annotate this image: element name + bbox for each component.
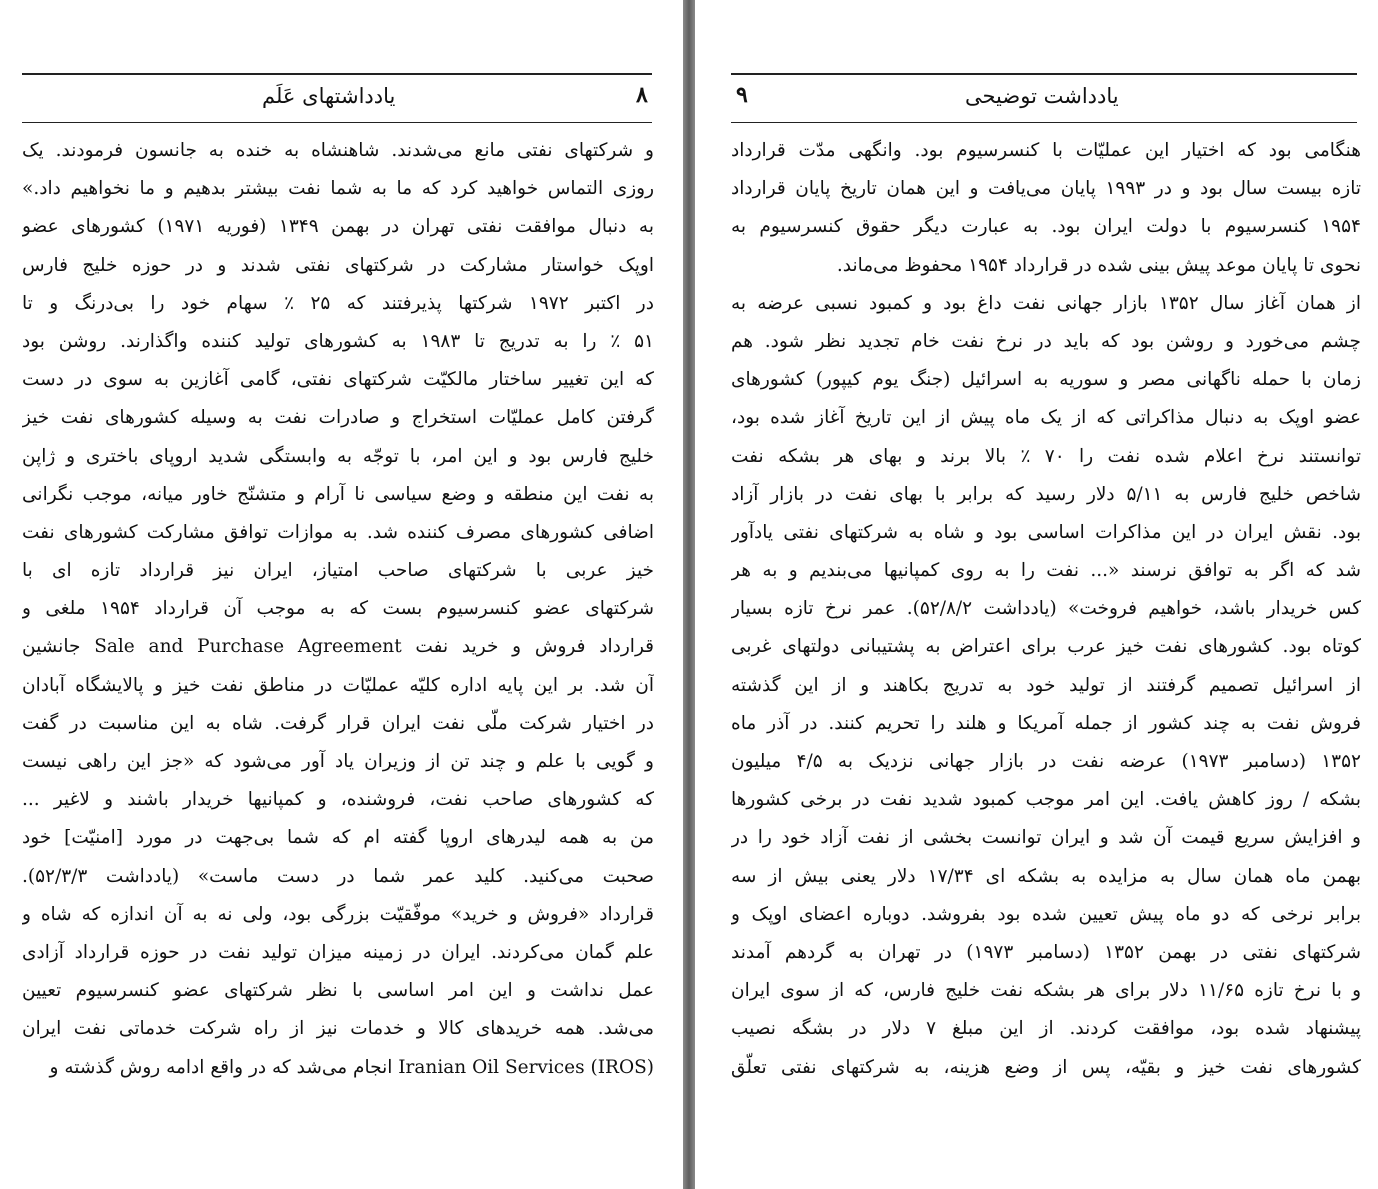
text-line: شد که اگر به توافق نرسند «... نفت را به روی کمپانیها می‌بندیم و به هر <box>731 560 1361 582</box>
text-line: نحوی تا پایان موعد پیش بینی شده در قرارداد ۱۹۵۴ محفوظ می‌ماند. <box>836 254 1361 276</box>
text-line: گرفتن کامل عملیّات استخراج و صادرات نفت به وسیله کشورهای نفت خیز <box>22 407 654 429</box>
text-line: Iranian Oil Services (IROS) انجام می‌شد که در واقع ادامه روش گذشته و <box>49 1056 654 1078</box>
text-line: اوپک خواستار مشارکت در شرکتهای نفتی شدند و در حوزه خلیج فارس <box>22 254 654 276</box>
text-line: توانستند نرخ اعلام شده نفت را ۷۰ ٪ بالا برند و بهای هر بشکه نفت <box>731 445 1361 467</box>
text-line: برابر نرخی که دو ماه پیش تعیین شده بود بفروشد. دوباره اعضای اوپک و <box>731 903 1361 925</box>
text-line: بهمن ماه همان سال به مزایده به بشکه ای ۱۷/۳۴ دلار یعنی بیش از سه <box>731 865 1361 887</box>
text-line: ۱۳۵۲ (دسامبر ۱۹۷۳) عرضه نفت در بازار جهانی نزدیک به ۴/۵ میلیون <box>731 751 1361 772</box>
text-line: شرکتهای عضو کنسرسیوم بست که به موجب آن قرارداد ۱۹۵۴ ملغی و <box>22 598 654 620</box>
right-page <box>695 0 1378 1189</box>
text-line: شاخص خلیج فارس به ۵/۱۱ دلار رسید که برابر با بهای نفت در بازار آزاد <box>731 483 1361 505</box>
text-line: قرارداد «فروش و خرید» موفّقیّت بزرگی بود، ولی نه به آن اندازه که شاه و <box>22 903 654 925</box>
text-line: زمان با حمله ناگهانی مصر و سوریه به اسرائیل (جنگ یوم کیپور) کشورهای <box>731 369 1361 391</box>
text-line: اضافی کشورهای مصرف کننده شد. به موازات توافق مشارکت کشورهای نفت <box>22 521 654 543</box>
text-line: هنگامی بود که اختیار این عملیّات با کنسرسیوم بود. وانگهی مدّت قرارداد <box>731 140 1361 161</box>
running-head: یادداشت توضیحی <box>965 84 1119 108</box>
header-rule <box>731 122 1357 123</box>
text-line: شرکتهای نفتی در بهمن ۱۳۵۲ (دسامبر ۱۹۷۳) در تهران به گردهم آمدند <box>731 941 1361 963</box>
text-line: صحبت می‌کنید. کلید عمر شما در دست ماست» (یادداشت ۵۲/۳/۳). <box>22 865 654 887</box>
text-line: تازه بیست سال بود و در ۱۹۹۳ پایان می‌یافت و این همان تاریخ پایان قرارداد <box>731 178 1361 200</box>
text-line: بود. نقش ایران در این مذاکرات اساسی بود و شاه به شرکتهای نفتی یادآور <box>731 521 1361 543</box>
text-line: کوتاه بود. کشورهای نفت خیز عرب برای اعتراض به پشتیبانی دولتهای غربی <box>731 636 1361 658</box>
text-line: از همان آغاز سال ۱۳۵۲ بازار جهانی نفت داغ بود و کمبود نسبی عرضه به <box>731 292 1361 314</box>
running-head: یادداشتهای عَلَم <box>262 84 396 108</box>
text-line: می‌شد. همه خریدهای کالا و خدمات نیز از راه شرکت خدماتی نفت ایران <box>22 1018 654 1040</box>
text-line: چشم می‌خورد و روشن بود که باید در نرخ نفت خام تجدید نظر شود. هم <box>731 330 1361 352</box>
text-line: کس خریدار باشد، خواهیم فروخت» (یادداشت ۵۲/۸/۲). عمر نرخ تازه بسیار <box>731 598 1361 620</box>
text-line: در اختیار شرکت ملّی نفت ایران قرار گرفت. شاه به این مناسبت در گفت <box>22 712 654 734</box>
text-line: به دنبال موافقت نفتی تهران در بهمن ۱۳۴۹ (فوریه ۱۹۷۱) کشورهای عضو <box>22 216 654 238</box>
header-rule <box>22 122 652 123</box>
text-line: عمل نداشت و این امر اساسی با نظر شرکتهای عضو کنسرسیوم تعیین <box>22 980 654 1002</box>
text-line: خیز عربی با شرکتهای صاحب امتیاز، ایران نیز قرارداد تازه ای با <box>22 560 654 582</box>
text-line: روزی التماس خواهید کرد که ما به شما نفت بیشتر بدهیم و ما نخواهیم داد.» <box>22 178 654 200</box>
text-line: من به همه لیدرهای اروپا گفته ام که شما بی‌جهت در مورد [امنیّت] خود <box>22 827 654 849</box>
text-line: و گویی با علم و چند تن از وزیران یاد آور می‌شود که «جز این راهی نیست <box>22 751 654 772</box>
text-line: و افزایش سریع قیمت آن شد و ایران توانست بخشی از نفت آزاد خود را در <box>731 827 1361 849</box>
page-number: ۸ <box>636 82 648 108</box>
text-line: که این تغییر ساختار مالکیّت شرکتهای نفتی، گامی آغازین به سوی در دست <box>22 369 654 391</box>
top-rule <box>731 73 1357 75</box>
text-line: پیشنهاد شده بود، موافقت کردند. از این مبلغ ۷ دلار در بشگه نصیب <box>731 1018 1361 1040</box>
text-line: قرارداد فروش و خرید نفت Sale and Purchase Agreement جانشین <box>22 636 654 658</box>
text-line: آن شد. بر این پایه اداره کلیّه عملیّات در مناطق نفت خیز و پالایشگاه آبادان <box>22 674 654 696</box>
text-line: از اسرائیل تصمیم گرفتند از تولید خود به تدریج بکاهند و از این گذشته <box>731 674 1361 696</box>
page-number: ۹ <box>736 82 748 108</box>
text-line: در اکتبر ۱۹۷۲ شرکتها پذیرفتند که ۲۵ ٪ سهام خود را بی‌درنگ و تا <box>22 292 654 314</box>
text-line: ۱۹۵۴ کنسرسیوم با دولت ایران بود. به عبارت دیگر حقوق کنسرسیوم به <box>731 216 1361 238</box>
book-gutter <box>683 0 695 1189</box>
text-line: عضو اوپک به دنبال مذاکراتی که از یک ماه پیش از این تاریخ آغاز شده بود، <box>731 407 1361 429</box>
text-line: به نفت این منطقه و وضع سیاسی نا آرام و متشنّج خاور میانه، موجب نگرانی <box>22 483 654 505</box>
left-page <box>0 0 683 1189</box>
text-line: فروش نفت به چند کشور از جمله آمریکا و هلند را تحریم کنند. در آذر ماه <box>731 712 1361 734</box>
text-line: و با نرخ تازه ۱۱/۶۵ دلار برای هر بشکه نفت خلیج فارس، که از سوی ایران <box>731 980 1361 1002</box>
text-line: و شرکتهای نفتی مانع می‌شدند. شاهنشاه به خنده به جانسون فرمودند. یک <box>22 140 654 161</box>
body-text <box>731 132 1361 1087</box>
top-rule <box>22 73 652 75</box>
text-line: کشورهای نفت خیز و بقیّه، پس از وضع هزینه، به شرکتهای نفتی تعلّق <box>731 1056 1361 1078</box>
body-text <box>22 132 654 1087</box>
text-line: ۵۱ ٪ را به تدریج تا ۱۹۸۳ به کشورهای تولید کننده واگذارند. روشن بود <box>22 330 654 352</box>
text-line: که کشورهای صاحب نفت، فروشنده، و کمپانیها خریدار باشند و لاغیر ... <box>22 789 654 811</box>
text-line: خلیج فارس بود و این امر، با توجّه به وابستگی شدید اروپای باختری و ژاپن <box>22 445 654 467</box>
text-line: بشکه / روز کاهش یافت. این امر موجب کمبود شدید نفت در برخی کشورها <box>731 789 1361 811</box>
text-line: علم گمان می‌کردند. ایران در زمینه میزان تولید نفت در حوزه قرارداد آزادی <box>22 941 654 963</box>
